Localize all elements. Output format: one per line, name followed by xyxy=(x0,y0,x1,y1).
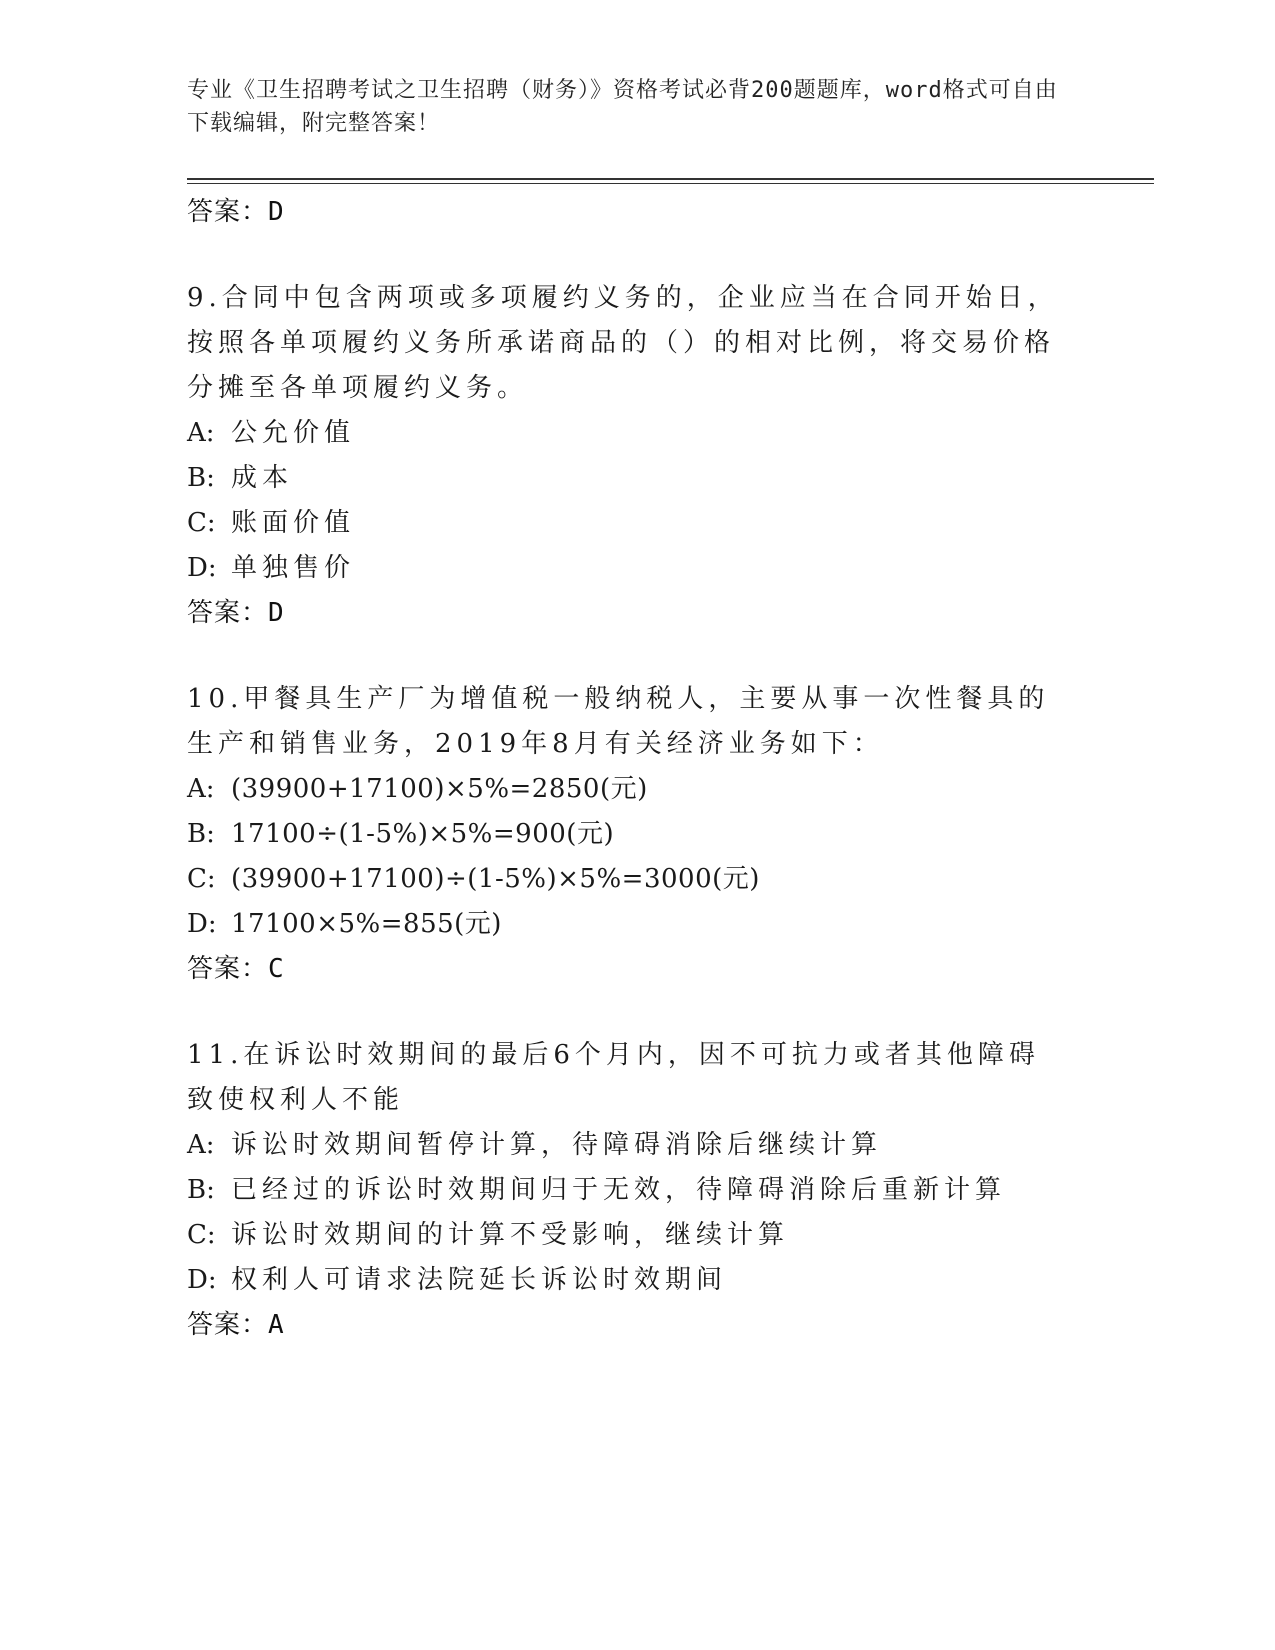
option-text: 单独售价 xyxy=(231,553,356,583)
answer-label: 答案：A xyxy=(187,1310,285,1340)
option-text: 成本 xyxy=(231,463,294,493)
option-letter: C: xyxy=(187,864,216,894)
option-letter: C: xyxy=(187,1220,216,1250)
previous-answer: 答案：D xyxy=(187,197,285,227)
option-letter: D: xyxy=(187,909,217,939)
option-d xyxy=(187,902,1107,947)
option-letter: B: xyxy=(187,463,215,493)
option-text: 公允价值 xyxy=(231,418,356,448)
option-text: 17100×5%=855(元) xyxy=(231,909,502,939)
question-stem: 10.甲餐具生产厂为增值税一般纳税人，主要从事一次性餐具的生产和销售业务，2019年8月有关经济业务如下： xyxy=(187,684,1050,759)
option-b xyxy=(187,1168,1107,1213)
option-letter: C: xyxy=(187,508,216,538)
option-text: (39900+17100)÷(1-5%)×5%=3000(元) xyxy=(231,864,760,894)
question-9 xyxy=(187,276,1107,635)
option-letter: D: xyxy=(187,1265,217,1295)
option-text: 17100÷(1-5%)×5%=900(元) xyxy=(231,819,615,849)
option-text: 已经过的诉讼时效期间归于无效，待障碍消除后重新计算 xyxy=(231,1175,1007,1205)
header-divider-thick xyxy=(187,178,1154,180)
option-d xyxy=(187,1258,1107,1303)
option-letter: A: xyxy=(187,774,215,804)
option-text: (39900+17100)×5%=2850(元) xyxy=(231,774,648,804)
option-a xyxy=(187,411,1107,456)
option-text: 账面价值 xyxy=(231,508,356,538)
option-letter: B: xyxy=(187,1175,215,1205)
option-d xyxy=(187,546,1107,591)
option-b xyxy=(187,456,1107,501)
document-header: 专业《卫生招聘考试之卫生招聘（财务）》资格考试必背200题题库，word格式可自由下载编辑，附完整答案！ xyxy=(187,78,1058,136)
question-10 xyxy=(187,677,1107,991)
question-stem: 9.合同中包含两项或多项履约义务的，企业应当在合同开始日，按照各单项履约义务所承诺商品的（）的相对比例，将交易价格分摊至各单项履约义务。 xyxy=(187,283,1059,403)
option-letter: A: xyxy=(187,418,215,448)
option-a xyxy=(187,1123,1107,1168)
option-b xyxy=(187,812,1107,857)
question-list xyxy=(187,190,1107,1347)
option-text: 诉讼时效期间的计算不受影响，继续计算 xyxy=(231,1220,790,1250)
question-11 xyxy=(187,1033,1107,1347)
option-c xyxy=(187,501,1107,546)
answer-label: 答案：D xyxy=(187,598,285,628)
option-letter: A: xyxy=(187,1130,215,1160)
option-letter: D: xyxy=(187,553,217,583)
question-stem: 11.在诉讼时效期间的最后6个月内，因不可抗力或者其他障碍致使权利人不能 xyxy=(187,1040,1040,1115)
option-text: 诉讼时效期间暂停计算，待障碍消除后继续计算 xyxy=(231,1130,883,1160)
answer-label: 答案：C xyxy=(187,954,285,984)
option-c xyxy=(187,1213,1107,1258)
option-c xyxy=(187,857,1107,902)
option-letter: B: xyxy=(187,819,215,849)
header-divider-thin xyxy=(187,183,1154,184)
option-text: 权利人可请求法院延长诉讼时效期间 xyxy=(231,1265,728,1295)
option-a xyxy=(187,767,1107,812)
